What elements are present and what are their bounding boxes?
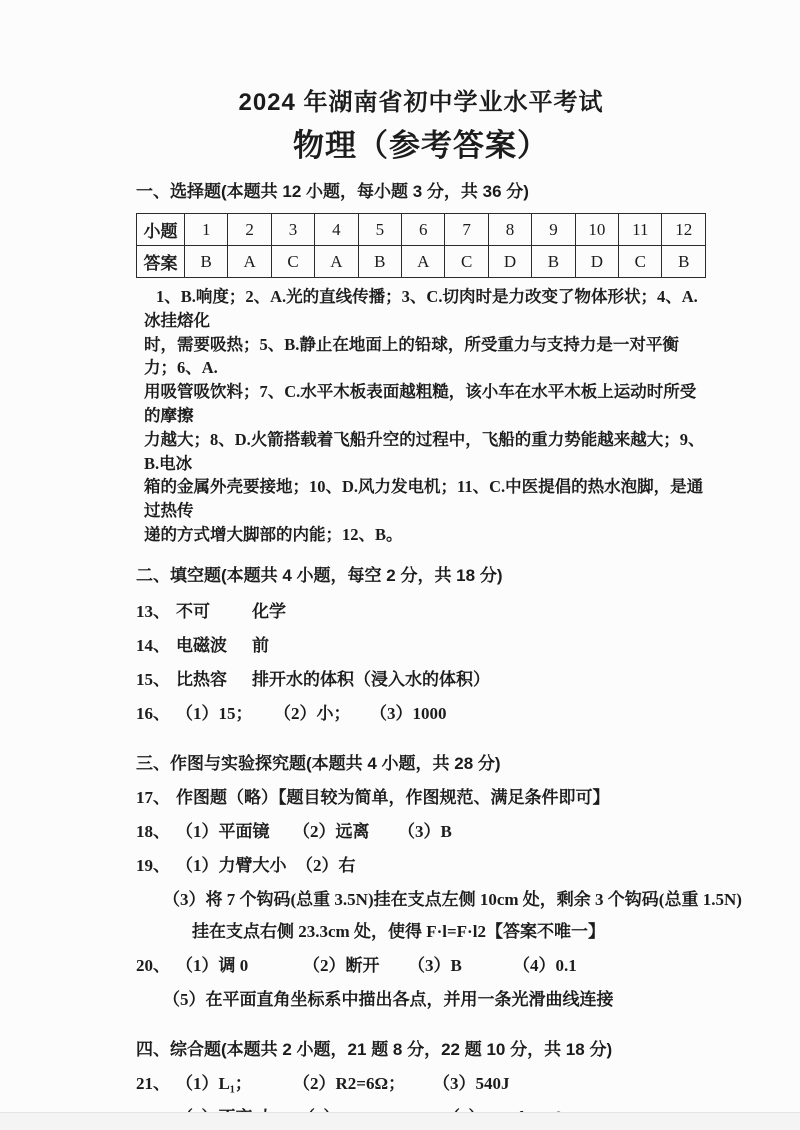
question-number: 21、	[136, 1073, 170, 1093]
row-header-question: 小题	[137, 214, 185, 246]
answer-line-q19-part3: （3）将 7 个钩码(总重 3.5N)挂在支点左侧 10cm 处，剩余 3 个钩码(总重 1.5N)	[163, 889, 742, 909]
question-number: 17、	[136, 787, 170, 807]
question-number-cell: 8	[488, 214, 531, 246]
section2-heading: 二、填空题(本题共 4 小题，每空 2 分，共 18 分)	[136, 565, 503, 585]
answer-part-2: （2）右	[296, 855, 356, 875]
answer-part-1: （1）调 0	[176, 955, 249, 975]
answer-cell: A	[402, 246, 445, 278]
explanation-line: 时，需要吸热；5、B.静止在地面上的铅球，所受重力与支持力是一对平衡力；6、A.	[144, 334, 679, 378]
question-number: 20、	[136, 955, 170, 975]
answer-line-q20-part5: （5）在平面直角坐标系中描出各点，并用一条光滑曲线连接	[163, 989, 614, 1009]
question-number-cell: 6	[402, 214, 445, 246]
answer-part-1: （1）15；	[176, 703, 253, 723]
question-number: 13、	[136, 601, 170, 621]
question-number-cell: 3	[271, 214, 314, 246]
explanation-line: 1、B.响度；2、A.光的直线传播；3、C.切肉时是力改变了物体形状；4、A.冰挂熔化	[144, 287, 698, 330]
answer-part-3: （3）1000	[370, 703, 447, 723]
subject-title: 物理（参考答案）	[293, 128, 549, 163]
answer-blank-2: 化学	[252, 601, 286, 621]
explanation-line: 箱的金属外壳要接地；10、D.风力发电机；11、C.中医提倡的热水泡脚，是通过热传	[144, 477, 704, 521]
table-row-answers	[137, 246, 706, 278]
section4-heading: 四、综合题(本题共 2 小题，21 题 8 分，22 题 10 分，共 18 分)	[136, 1039, 613, 1059]
question-number-cell: 1	[185, 214, 228, 246]
explanation-line: 递的方式增大脚部的内能；12、B。	[144, 524, 403, 544]
answer-line-q19	[136, 856, 706, 876]
answer-cell: D	[488, 246, 531, 278]
question-number-cell: 11	[619, 214, 662, 246]
explanation-line: 用吸管吸饮料；7、C.水平木板表面越粗糙，该小车在水平木板上运动时所受的摩擦	[144, 382, 697, 425]
question-number: 19、	[136, 855, 170, 875]
answer-line-q18	[136, 822, 706, 842]
scan-bottom-edge	[0, 1112, 800, 1130]
answer-part-2: （2）远离	[293, 821, 370, 841]
question-number: 14、	[136, 635, 170, 655]
question-number-cell: 10	[575, 214, 618, 246]
answer-text: 作图题（略）【题目较为简单，作图规范、满足条件即可】	[176, 787, 610, 807]
answer-part-1: （1）L₁；	[176, 1073, 252, 1093]
question-number: 15、	[136, 669, 170, 689]
choice-explanation-paragraph	[136, 285, 706, 547]
answer-cell: A	[228, 246, 271, 278]
question-number-cell: 4	[315, 214, 358, 246]
answer-line-q20	[136, 956, 706, 976]
answer-part-3: （3）B	[408, 955, 462, 975]
question-number: 18、	[136, 821, 170, 841]
answer-blank-1: 电磁波	[176, 635, 227, 655]
answer-part-2: （2）小；	[274, 703, 351, 723]
answer-cell: C	[445, 246, 488, 278]
question-number-cell: 9	[532, 214, 575, 246]
answer-cell: B	[185, 246, 228, 278]
answer-part-2: （2）断开	[303, 955, 380, 975]
answer-line-q21	[136, 1074, 706, 1094]
answer-cell: B	[532, 246, 575, 278]
section1-heading: 一、选择题(本题共 12 小题，每小题 3 分，共 36 分)	[136, 182, 529, 201]
answer-line-q14	[136, 636, 706, 656]
answer-cell: B	[358, 246, 401, 278]
answer-part-3: （3）B	[398, 821, 452, 841]
question-number-cell: 5	[358, 214, 401, 246]
answer-cell: D	[575, 246, 618, 278]
answer-blank-1: 比热容	[176, 669, 227, 689]
answer-blank-2: 排开水的体积（浸入水的体积）	[252, 669, 490, 689]
question-number: 16、	[136, 703, 170, 723]
answer-line-q17	[136, 788, 706, 808]
table-row-question-numbers	[137, 214, 706, 246]
answer-cell: B	[662, 246, 706, 278]
question-number-cell: 2	[228, 214, 271, 246]
exam-title: 2024 年湖南省初中学业水平考试	[238, 89, 604, 116]
question-number-cell: 7	[445, 214, 488, 246]
answer-part-4: （4）0.1	[513, 955, 577, 975]
answer-line-q19-part3-cont: 挂在支点右侧 23.3cm 处，使得 F·l=F·l2【答案不唯一】	[192, 921, 605, 941]
row-header-answer: 答案	[137, 246, 185, 278]
section3-heading: 三、作图与实验探究题(本题共 4 小题，共 28 分)	[136, 753, 501, 773]
answer-cell: A	[315, 246, 358, 278]
answer-part-2: （2）R2=6Ω；	[293, 1073, 406, 1093]
multiple-choice-answer-table	[136, 213, 706, 278]
answer-line-q16	[136, 704, 706, 724]
answer-blank-1: 不可	[176, 601, 210, 621]
explanation-line: 力越大；8、D.火箭搭载着飞船升空的过程中，飞船的重力势能越来越大；9、B.电冰	[144, 429, 705, 473]
answer-blank-2: 前	[252, 635, 269, 655]
answer-part-1: （1）平面镜	[176, 821, 270, 841]
answer-part-3: （3）540J	[433, 1073, 510, 1093]
answer-line-q15	[136, 670, 706, 690]
answer-cell: C	[619, 246, 662, 278]
page-content	[136, 0, 742, 1130]
question-number-cell: 12	[662, 214, 706, 246]
answer-line-q13	[136, 602, 706, 622]
answer-part-1: （1）力臂大小	[176, 855, 287, 875]
answer-cell: C	[271, 246, 314, 278]
